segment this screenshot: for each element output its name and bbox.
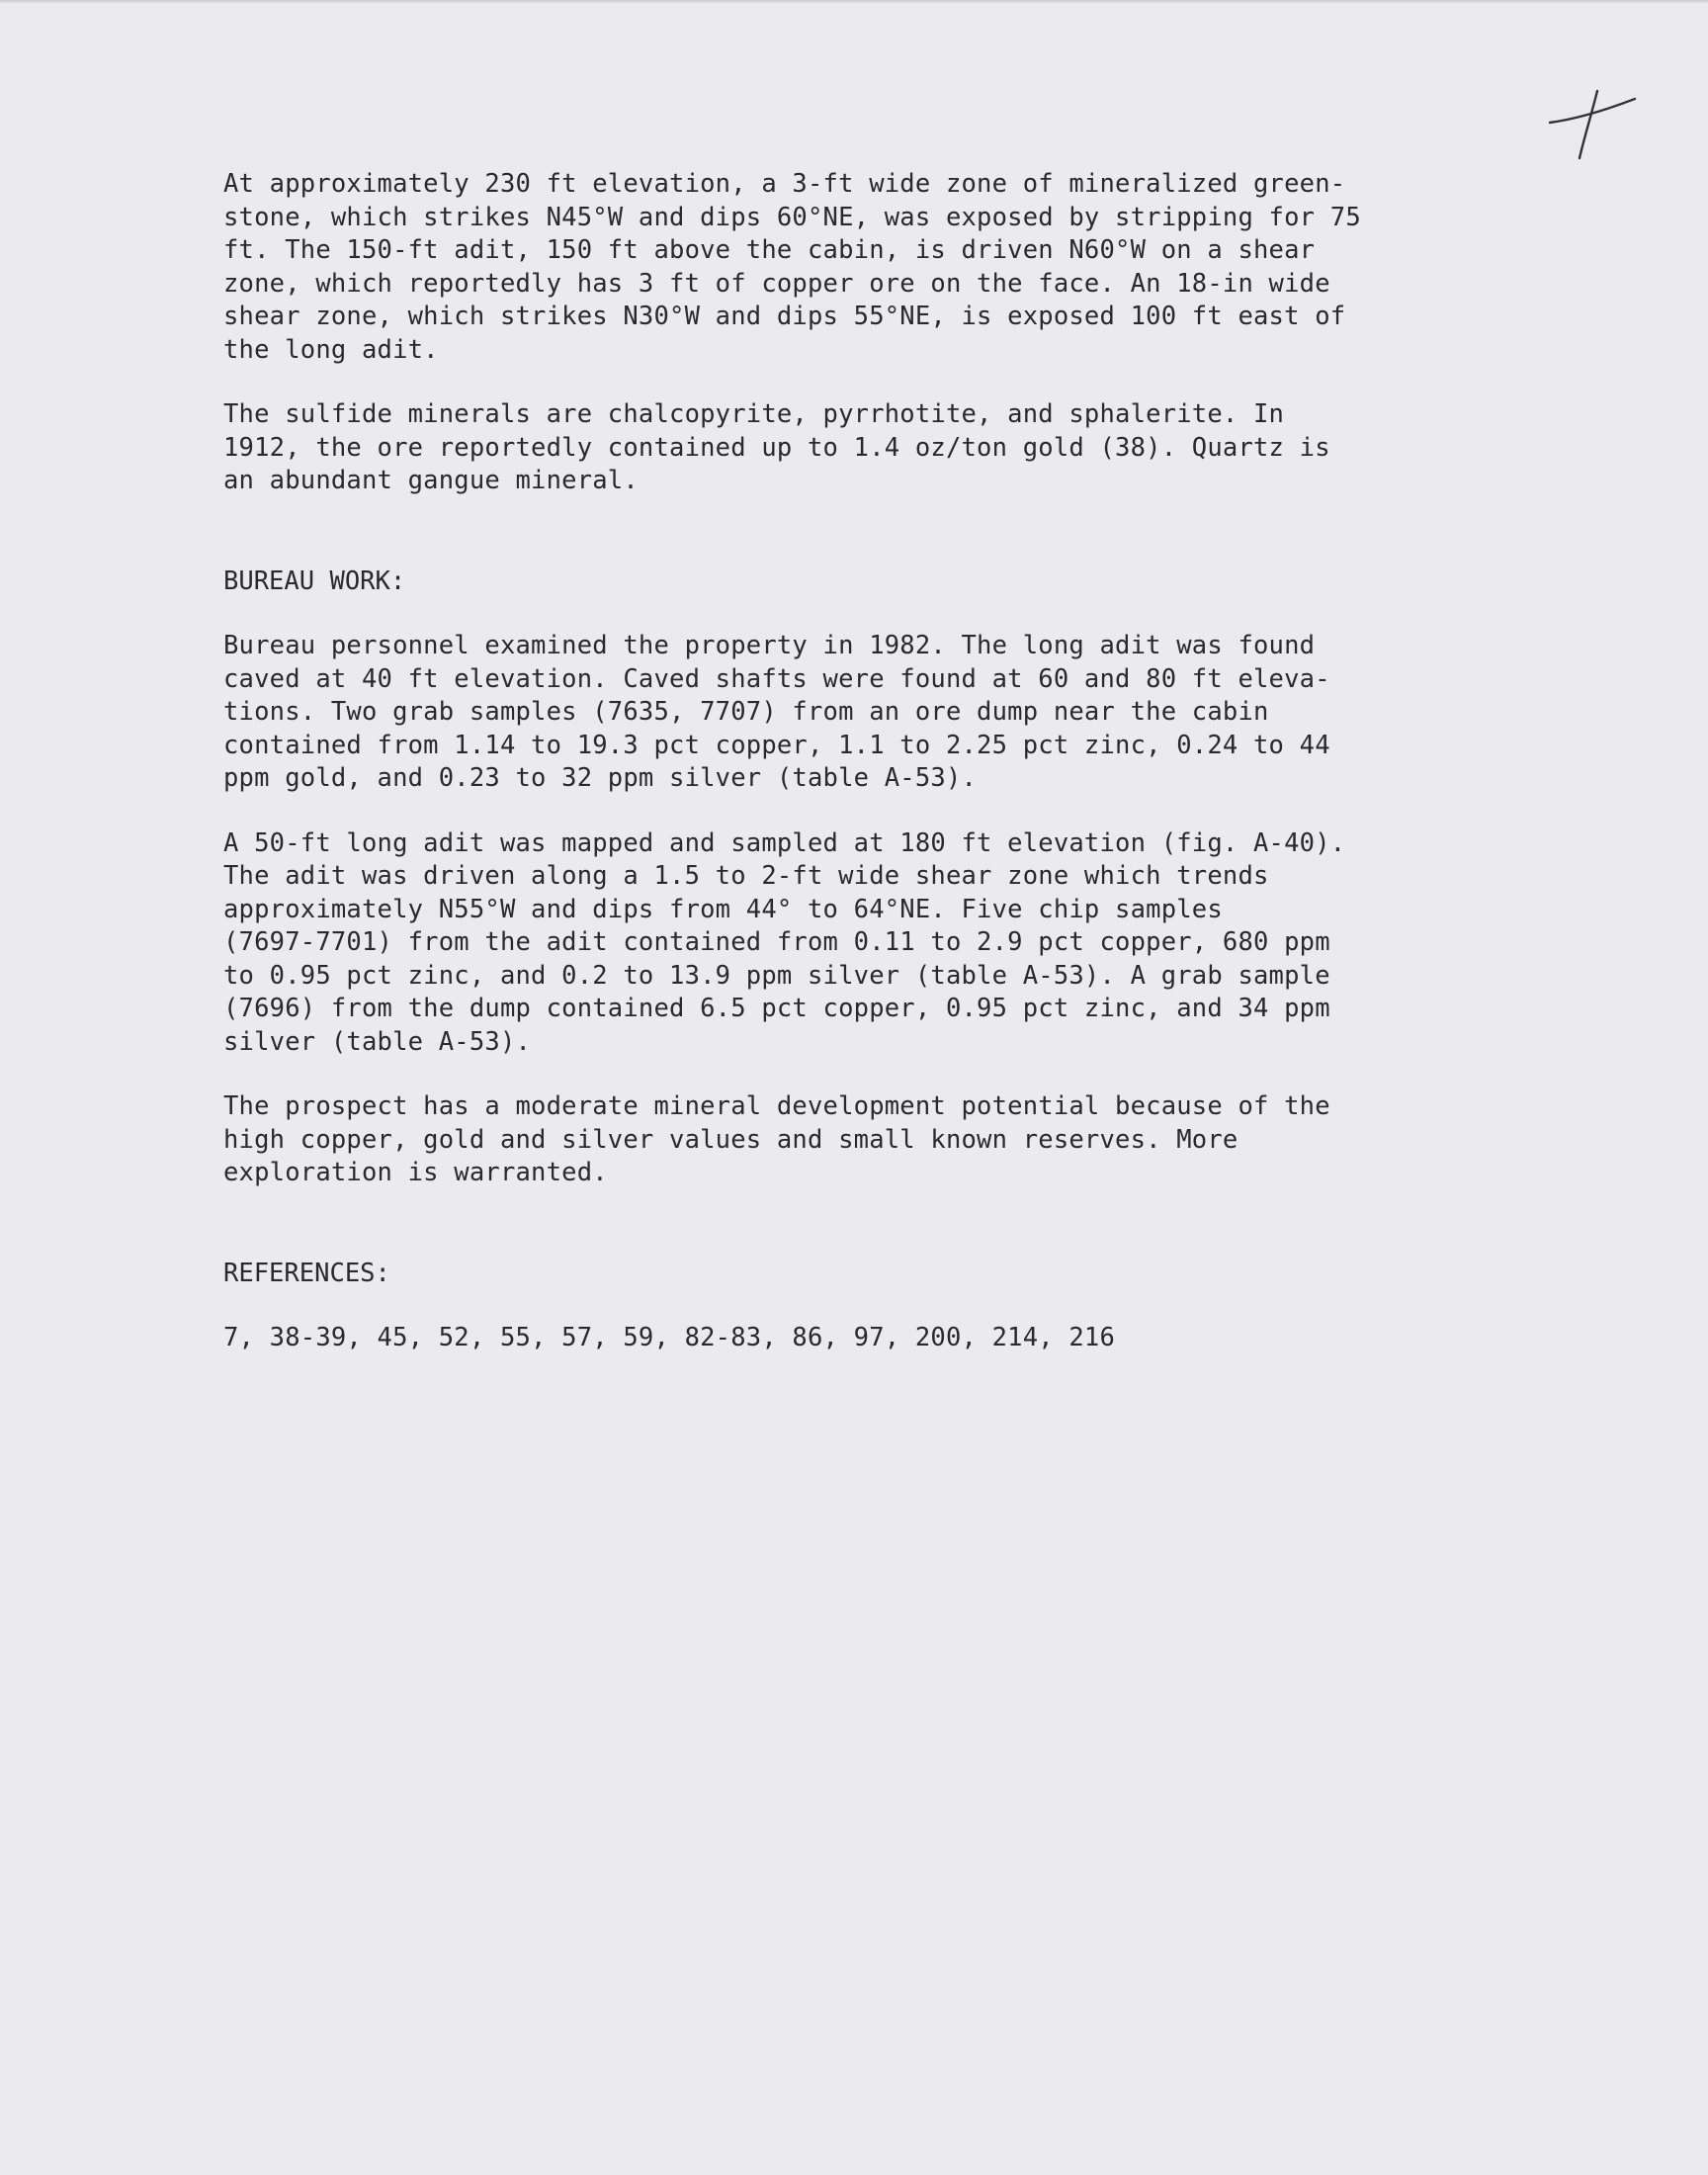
bureau-work-heading: BUREAU WORK: — [223, 566, 406, 596]
paragraph-potential: The prospect has a moderate mineral development potential because of the high copper, gold and silver values and small known reserves. More exploration is warranted. — [223, 1091, 1330, 1187]
document-body — [223, 168, 1449, 1355]
references-list: 7, 38-39, 45, 52, 55, 57, 59, 82-83, 86, 97, 200, 214, 216 — [223, 1323, 1116, 1352]
paragraph-examination: Bureau personnel examined the property in 1982. The long adit was found caved at 40 ft elevation. Caved shafts were found at 60 and 80 ft eleva- tions. Two grab samples (7635, 7707) from an ore dump near the cabin contained from 1.14 to 19.3 pct copper, 1.1 to 2.25 pct zinc, 0.24 to 44 ppm gold, and 0.23 to 32 ppm silver (table A-53). — [223, 631, 1330, 793]
references-heading: REFERENCES: — [223, 1258, 390, 1288]
paragraph-adit-sampling: A 50-ft long adit was mapped and sampled at 180 ft elevation (fig. A-40). The adit was driven along a 1.5 to 2-ft wide shear zone which trends approximately N55°W and dips from 44° to 64°NE. Five chip samples (7697-7701) from the adit contained from 0.11 to 2.9 pct copper, 680 ppm to 0.95 pct zinc, and 0.2 to 13.9 ppm silver (table A-53). A grab sample (7696) from the dump contained 6.5 pct copper, 0.95 pct zinc, and 34 ppm silver (table A-53). — [223, 827, 1346, 1057]
handwritten-page-mark — [1540, 85, 1639, 164]
page-top-edge — [0, 0, 1708, 4]
paragraph-sulfide-minerals: The sulfide minerals are chalcopyrite, pyrrhotite, and sphalerite. In 1912, the ore reportedly contained up to 1.4 oz/ton gold (38). Quartz is an abundant gangue mineral. — [223, 399, 1330, 495]
paragraph-mineralized-zone: At approximately 230 ft elevation, a 3-ft wide zone of mineralized green- stone, which strikes N45°W and dips 60°NE, was exposed by stripping for 75 ft. The 150-ft adit, 150 ft above the cabin, is driven N60°W on a shear zone, which reportedly has 3 ft of copper ore on the face. An 18-in wide shear zone, which strikes N30°W and dips 55°NE, is exposed 100 ft east of the long adit. — [223, 169, 1361, 365]
